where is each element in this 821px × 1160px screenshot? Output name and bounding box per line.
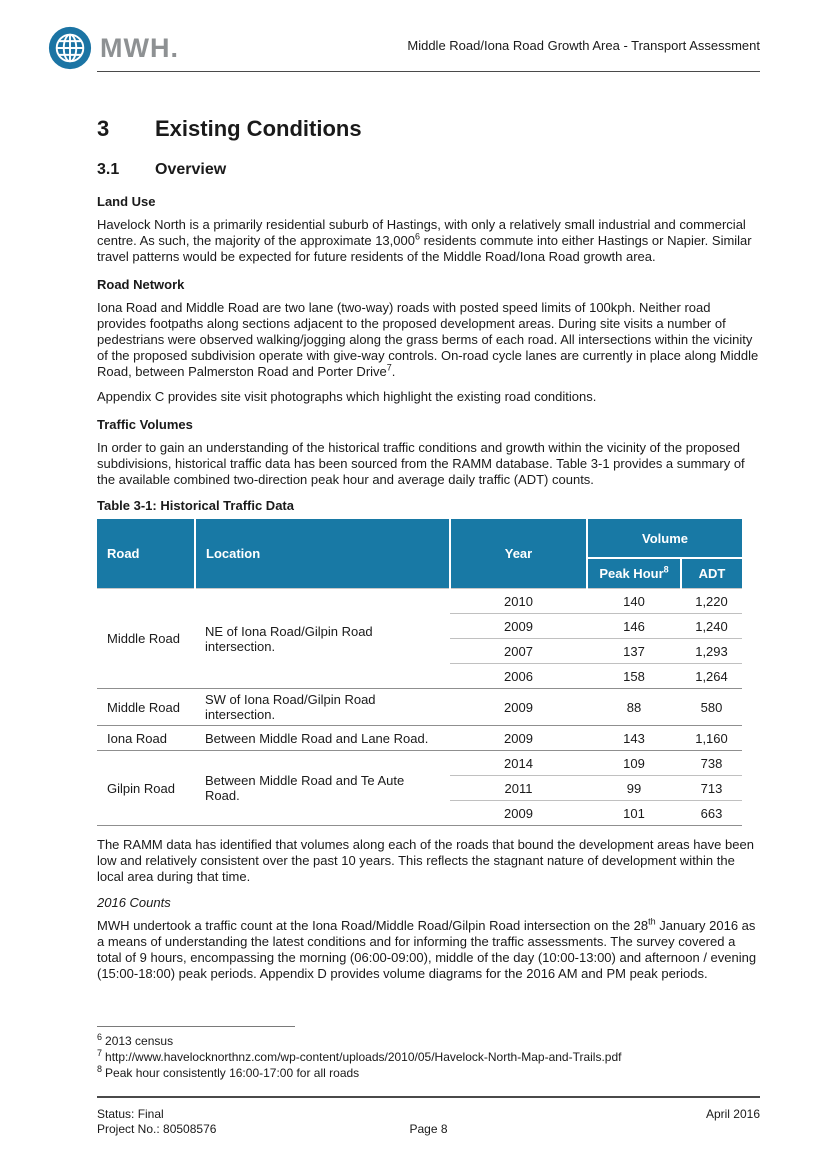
table-caption: Table 3-1: Historical Traffic Data — [97, 498, 294, 513]
column-header-location: Location — [195, 519, 450, 589]
footnote-text: http://www.havelocknorthnz.com/wp-content/uploads/2010/05/Havelock-North-Map-and-Trails.pdf — [105, 1050, 622, 1064]
year-cell: 2009 — [450, 726, 587, 751]
year-cell: 2014 — [450, 751, 587, 776]
table-row — [97, 689, 742, 726]
footer-status: Status: Final — [97, 1107, 164, 1121]
page-footer — [97, 1096, 760, 1137]
adt-cell: 663 — [681, 801, 742, 826]
peak-hour-cell: 146 — [587, 614, 681, 639]
road-network-heading: Road Network — [97, 277, 185, 292]
page-header — [48, 26, 760, 70]
adt-cell: 1,240 — [681, 614, 742, 639]
traffic-volumes-heading: Traffic Volumes — [97, 417, 193, 432]
footer-spacer — [448, 1122, 760, 1137]
table-header-row — [97, 519, 742, 558]
peak-hour-cell: 143 — [587, 726, 681, 751]
peak-hour-cell: 101 — [587, 801, 681, 826]
logo-wordmark: MWH. — [100, 33, 179, 63]
adt-cell: 1,220 — [681, 589, 742, 614]
adt-cell: 1,293 — [681, 639, 742, 664]
footnotes-section — [97, 1026, 760, 1081]
paragraph-text: Iona Road and Middle Road are two lane (two-way) roads with posted speed limits of 100kph. Neither road provides footpaths along sections adjacent to the proposed development areas. During site visits a number of pedestrians were observed walking/jogging along the grass berms of each road. All intersections within the vicinity of the proposed subdivision operate with give-way controls. On-road cycle lanes are currently in place along Middle Road, between Palmerston Road and Porter Drive — [97, 300, 759, 379]
footnote-ref-6: 6 — [414, 231, 420, 242]
mwh-logo — [48, 26, 179, 70]
road-network-paragraph — [97, 300, 760, 380]
peak-hour-cell: 140 — [587, 589, 681, 614]
footnote-8 — [97, 1065, 760, 1081]
location-cell: NE of Iona Road/Gilpin Road intersection. — [195, 589, 450, 689]
road-cell: Middle Road — [97, 689, 195, 726]
section-heading — [97, 116, 760, 142]
table-row — [97, 751, 742, 776]
footnote-number: 8 — [97, 1064, 103, 1074]
section-title: Existing Conditions — [155, 116, 362, 141]
footer-page-number: Page 8 — [409, 1122, 448, 1136]
peak-hour-cell: 158 — [587, 664, 681, 689]
counts-2016-paragraph — [97, 918, 760, 982]
document-title: Middle Road/Iona Road Growth Area - Transport Assessment — [407, 38, 760, 53]
table-row — [97, 589, 742, 614]
year-cell: 2011 — [450, 776, 587, 801]
paragraph-text: . — [391, 364, 396, 379]
appendix-c-note: Appendix C provides site visit photographs which highlight the existing road conditions. — [97, 389, 597, 404]
year-cell: 2009 — [450, 689, 587, 726]
footnote-number: 6 — [97, 1032, 103, 1042]
peak-hour-cell: 109 — [587, 751, 681, 776]
location-cell: SW of Iona Road/Gilpin Road intersection. — [195, 689, 450, 726]
land-use-heading: Land Use — [97, 194, 156, 209]
subsection-heading — [97, 160, 760, 180]
table-row — [97, 726, 742, 751]
footnote-text: Peak hour consistently 16:00-17:00 for all roads — [105, 1066, 360, 1080]
paragraph-text: residents commute into either Hastings or Napier. Similar travel patterns would be expected for future residents of the Middle Road/Iona Road growth area. — [97, 233, 752, 264]
globe-icon — [48, 26, 92, 70]
footnote-divider — [97, 1026, 295, 1027]
adt-cell: 1,160 — [681, 726, 742, 751]
location-cell: Between Middle Road and Lane Road. — [195, 726, 450, 751]
footnote-ref-8: 8 — [663, 564, 669, 575]
road-cell: Gilpin Road — [97, 751, 195, 826]
footnote-text: 2013 census — [105, 1034, 174, 1048]
year-cell: 2006 — [450, 664, 587, 689]
road-cell: Middle Road — [97, 589, 195, 689]
year-cell: 2010 — [450, 589, 587, 614]
year-cell: 2009 — [450, 614, 587, 639]
subsection-number: 3.1 — [97, 161, 120, 178]
peak-hour-cell: 137 — [587, 639, 681, 664]
adt-cell: 1,264 — [681, 664, 742, 689]
adt-cell: 713 — [681, 776, 742, 801]
land-use-paragraph — [97, 217, 760, 265]
peak-hour-cell: 88 — [587, 689, 681, 726]
header-divider — [97, 71, 760, 72]
peak-hour-cell: 99 — [587, 776, 681, 801]
year-cell: 2007 — [450, 639, 587, 664]
ramm-summary-paragraph: The RAMM data has identified that volumes along each of the roads that bound the development areas have been low and relatively consistent over the past 10 years. This reflects the stagnant nature of development within the local area during that time. — [97, 837, 754, 884]
adt-cell: 738 — [681, 751, 742, 776]
column-header-peak-hour — [587, 558, 681, 589]
subsection-title: Overview — [155, 161, 227, 178]
main-content — [97, 110, 760, 982]
paragraph-text: January 2016 as a means of understanding the latest conditions and for informing the traffic assessments. The survey covered a total of 9 hours, encompassing the morning (06:00-09:00), middle of the day (10:00-13:00) and afternoon / evening (15:00-18:00) peak periods. Appendix D provides volume diagrams for the 2016 AM and PM peak periods. — [97, 918, 757, 981]
column-header-year: Year — [450, 519, 587, 589]
traffic-volumes-paragraph: In order to gain an understanding of the historical traffic conditions and growth within the vicinity of the proposed subdivisions, historical traffic data has been sourced from the RAMM database. Table 3-1 provides a summary of the available combined two-direction peak hour and average daily traffic (ADT) counts. — [97, 440, 745, 487]
column-header-adt: ADT — [681, 558, 742, 589]
column-header-road: Road — [97, 519, 195, 589]
footnote-number: 7 — [97, 1048, 103, 1058]
paragraph-text: Havelock North is a primarily residential suburb of Hastings, with only a relatively small industrial and commercial centre. As such, the majority of the approximate 13,000 — [97, 217, 746, 248]
historical-traffic-table — [97, 519, 742, 826]
footnote-7 — [97, 1049, 760, 1065]
location-cell: Between Middle Road and Te Aute Road. — [195, 751, 450, 826]
counts-2016-heading: 2016 Counts — [97, 895, 171, 910]
ordinal-superscript: th — [648, 916, 656, 927]
paragraph-text: MWH undertook a traffic count at the Iona Road/Middle Road/Gilpin Road intersection on the 28 — [97, 918, 649, 933]
peak-hour-label: Peak Hour — [599, 566, 664, 581]
column-header-volume: Volume — [587, 519, 742, 558]
road-cell: Iona Road — [97, 726, 195, 751]
footnote-ref-7: 7 — [386, 362, 392, 373]
adt-cell: 580 — [681, 689, 742, 726]
section-number: 3 — [97, 116, 110, 141]
footer-project-number: Project No.: 80508576 — [97, 1122, 217, 1136]
footnote-6 — [97, 1033, 760, 1049]
year-cell: 2009 — [450, 801, 587, 826]
footer-date: April 2016 — [705, 1107, 760, 1121]
